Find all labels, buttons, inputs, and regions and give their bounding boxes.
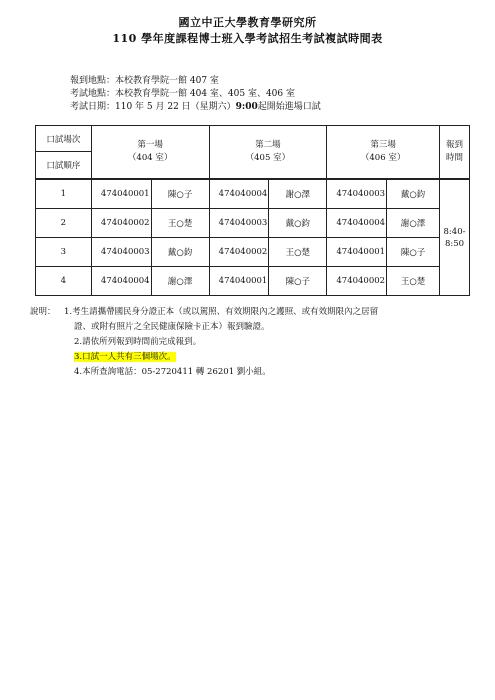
exam-id-cell: 474040001: [209, 267, 269, 296]
order-cell: 1: [36, 179, 92, 209]
session-3-header: [327, 126, 440, 180]
report-time-line1: 8:40-: [443, 226, 466, 237]
exam-date-time: 9:00: [235, 102, 258, 112]
session-1-header: [91, 126, 209, 180]
exam-id-cell: 474040004: [209, 179, 269, 209]
exam-location: 考試地點：本校教育學院一館 404 室、405 室、406 室: [70, 89, 295, 99]
candidate-name-cell: 王○楚: [151, 209, 209, 238]
exam-id-cell: 474040001: [91, 179, 151, 209]
note-1-line-1: 1.考生請攜帶國民身分證正本（或以駕照、有效期限內之護照、或有效期限內之居留: [64, 307, 379, 317]
exam-id-cell: 474040002: [209, 238, 269, 267]
exam-id-cell: 474040001: [327, 238, 387, 267]
candidate-name-cell: 陳○子: [151, 179, 209, 209]
table-row: [36, 238, 470, 267]
exam-date-suffix: 起開始進場口試: [257, 102, 321, 112]
document-title: 國立中正大學教育學研究所: [178, 16, 317, 29]
candidate-name-cell: 王○楚: [269, 238, 327, 267]
session-2-header: [209, 126, 327, 180]
schedule-table: [35, 125, 470, 296]
note-2: 2.請依所列報到時間前完成報到。: [74, 337, 202, 347]
candidate-name-cell: 王○楚: [387, 267, 440, 296]
order-cell: 3: [36, 238, 92, 267]
corner-session-header: 口試場次: [36, 126, 92, 152]
report-time-cell: [440, 179, 470, 296]
note-1-line-2: 證、或附有照片之全民健康保險卡正本）報到驗證。: [74, 322, 270, 332]
session-1-name: 第一場: [137, 140, 163, 150]
table-row: [36, 267, 470, 296]
exam-id-cell: 474040003: [91, 238, 151, 267]
document-subtitle: 110 學年度課程博士班入學考試招生考試複試時間表: [112, 32, 383, 45]
session-2-room: （405 室）: [245, 153, 291, 163]
order-cell: 4: [36, 267, 92, 296]
report-time-line2: 8:50: [444, 238, 465, 249]
session-2-name: 第二場: [255, 140, 281, 150]
notes-body: [64, 305, 474, 380]
candidate-name-cell: 謝○澤: [151, 267, 209, 296]
candidate-name-cell: 戴○鈞: [269, 209, 327, 238]
exam-id-cell: 474040004: [327, 209, 387, 238]
report-time-header: [440, 126, 470, 180]
exam-info: [70, 75, 321, 114]
session-3-name: 第三場: [370, 140, 396, 150]
exam-id-cell: 474040003: [209, 209, 269, 238]
candidate-name-cell: 謝○澤: [387, 209, 440, 238]
exam-id-cell: 474040004: [91, 267, 151, 296]
note-4: 4.本所查詢電話：05-2720411 轉 26201 劉小組。: [74, 367, 271, 377]
report-location: 報到地點：本校教育學院一館 407 室: [70, 76, 219, 86]
exam-date-prefix: 考試日期：110 年 5 月 22 日（星期六）: [70, 102, 236, 112]
candidate-name-cell: 陳○子: [269, 267, 327, 296]
exam-date: [70, 101, 321, 114]
note-3-wrap: [64, 350, 474, 365]
session-3-room: （406 室）: [360, 153, 406, 163]
candidate-name-cell: 謝○澤: [269, 179, 327, 209]
note-3-highlighted: 3.口試一人共有三個場次。: [74, 352, 176, 362]
report-time-header-line1: 報到: [445, 140, 463, 150]
notes-label: 說明：: [30, 307, 56, 317]
session-1-room: （404 室）: [127, 153, 173, 163]
report-time-header-line2: 時間: [445, 153, 463, 163]
table-row: [36, 209, 470, 238]
exam-id-cell: 474040002: [327, 267, 387, 296]
table-row: [36, 179, 470, 209]
corner-order-header: 口試順序: [36, 152, 92, 180]
candidate-name-cell: 戴○鈞: [151, 238, 209, 267]
order-cell: 2: [36, 209, 92, 238]
exam-id-cell: 474040003: [327, 179, 387, 209]
exam-id-cell: 474040002: [91, 209, 151, 238]
candidate-name-cell: 陳○子: [387, 238, 440, 267]
candidate-name-cell: 戴○鈞: [387, 179, 440, 209]
